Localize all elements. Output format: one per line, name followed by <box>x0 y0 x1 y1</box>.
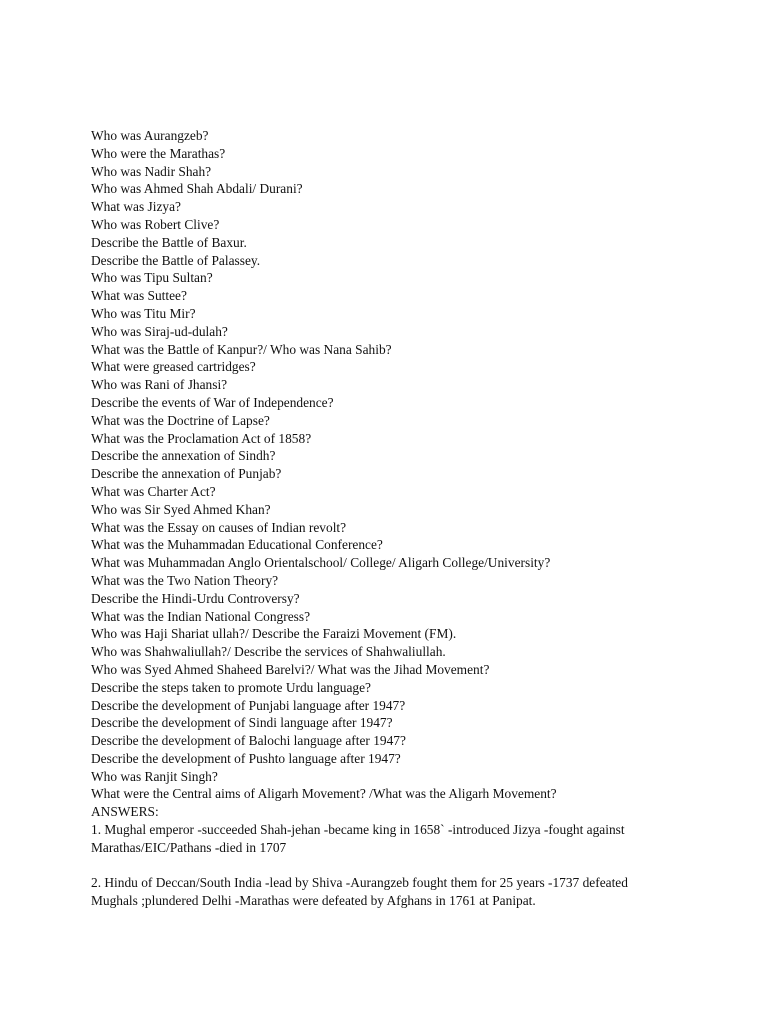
question-line: What was the Essay on causes of Indian revolt? <box>91 519 347 535</box>
question-line: Describe the Battle of Baxur. <box>91 234 247 250</box>
question-line: What were greased cartridges? <box>91 359 256 375</box>
question-line: Describe the Battle of Palassey. <box>91 252 261 268</box>
question-line: Who was Haji Shariat ullah?/ Describe the Faraizi Movement (FM). <box>91 626 457 642</box>
question-line: Describe the annexation of Punjab? <box>91 466 282 482</box>
question-line: Describe the development of Punjabi language after 1947? <box>91 697 406 713</box>
question-line: Who was Siraj-ud-dulah? <box>91 323 228 339</box>
question-line: Describe the development of Balochi language after 1947? <box>91 733 406 749</box>
question-line: What was Charter Act? <box>91 483 216 499</box>
answer-list <box>91 821 671 910</box>
question-line: What was the Muhammadan Educational Conference? <box>91 537 383 553</box>
question-line: What was the Proclamation Act of 1858? <box>91 430 312 446</box>
question-line: Who was Titu Mir? <box>91 305 196 321</box>
question-line: Who was Ranjit Singh? <box>91 768 218 784</box>
question-line: What was the Doctrine of Lapse? <box>91 412 270 428</box>
question-line: Describe the development of Sindi language after 1947? <box>91 715 393 731</box>
question-line: What was Muhammadan Anglo Orientalschool/ College/ Aligarh College/University? <box>91 555 551 571</box>
answer-paragraph: 2. Hindu of Deccan/South India -lead by Shiva -Aurangzeb fought them for 25 years -1737 defeated Mughals ;plundered Delhi -Marathas were defeated by Afghans in 1761 at Panipat. <box>91 875 628 909</box>
paragraph-spacer <box>91 857 671 875</box>
question-line: What was Suttee? <box>91 288 187 304</box>
question-line: Who was Shahwaliullah?/ Describe the services of Shahwaliullah. <box>91 644 446 660</box>
question-line: Who was Nadir Shah? <box>91 163 212 179</box>
question-line: Who was Syed Ahmed Shaheed Barelvi?/ What was the Jihad Movement? <box>91 661 490 677</box>
question-line: What were the Central aims of Aligarh Movement? /What was the Aligarh Movement? <box>91 786 557 802</box>
question-line: What was Jizya? <box>91 199 181 215</box>
question-line: Who was Aurangzeb? <box>91 128 209 143</box>
question-list <box>91 127 671 803</box>
question-line: Who was Sir Syed Ahmed Khan? <box>91 501 271 517</box>
question-line: Describe the Hindi-Urdu Controversy? <box>91 590 300 606</box>
question-line: Who was Tipu Sultan? <box>91 270 213 286</box>
document-page <box>91 127 671 910</box>
question-line: Describe the development of Pushto language after 1947? <box>91 750 401 766</box>
question-line: What was the Battle of Kanpur?/ Who was Nana Sahib? <box>91 341 392 357</box>
answer-paragraph: 1. Mughal emperor -succeeded Shah-jehan -became king in 1658` -introduced Jizya -fought against Marathas/EIC/Pathans -died in 1707 <box>91 822 625 855</box>
answers-heading: ANSWERS: <box>91 804 159 820</box>
question-line: Who was Robert Clive? <box>91 216 220 232</box>
question-line: Who was Rani of Jhansi? <box>91 377 228 393</box>
question-line: What was the Indian National Congress? <box>91 608 311 624</box>
question-line: What was the Two Nation Theory? <box>91 572 279 588</box>
question-line: Who was Ahmed Shah Abdali/ Durani? <box>91 181 303 197</box>
question-line: Who were the Marathas? <box>91 145 226 161</box>
question-line: Describe the annexation of Sindh? <box>91 448 276 464</box>
question-line: Describe the steps taken to promote Urdu language? <box>91 679 371 695</box>
question-line: Describe the events of War of Independence? <box>91 394 334 410</box>
